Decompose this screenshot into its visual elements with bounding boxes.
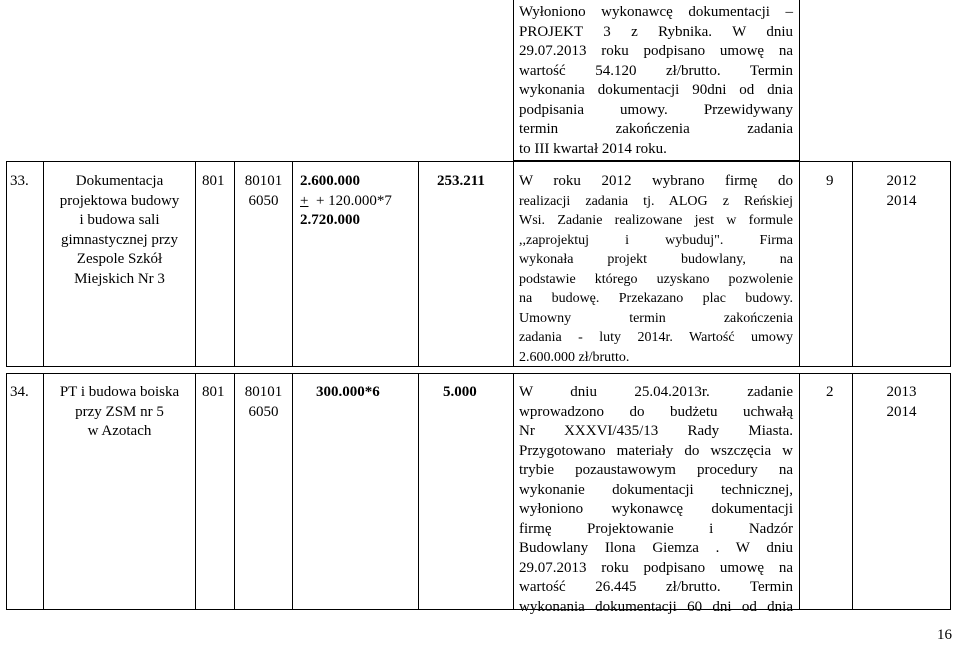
text-line: podstawie którego uzyskano pozwolenie <box>519 271 793 287</box>
text-line: W dniu 25.04.2013r. zadanie <box>519 384 793 400</box>
text-line: Budowlany Ilona Giemza . W dniu <box>519 540 793 556</box>
text-line: ,,zaprojektuj i wybuduj". Firma <box>519 232 793 248</box>
text-line: wykonania dokumentacji 60 dni od dnia <box>519 598 793 615</box>
text-line: realizacji zadania tj. ALOG z Reńskiej <box>519 193 793 209</box>
text-line: w Azotach <box>87 423 152 439</box>
text-line: W roku 2012 wybrano firmę do <box>519 173 793 189</box>
text-line: Nr XXXVI/435/13 Rady Miasta. <box>519 423 793 439</box>
value-line: 2.720.000 <box>300 212 360 228</box>
text-line: Umowny termin zakończenia <box>519 310 793 326</box>
text-line: PT i budowa boiska <box>59 384 180 400</box>
row-33-lp: 33. <box>10 173 29 189</box>
row-34-value: 300.000*6 <box>316 384 380 400</box>
text-line: przy ZSM nr 5 <box>75 403 164 420</box>
text-line: gimnastycznej przy <box>60 231 179 248</box>
text-line: Wyłoniono wykonawcę dokumentacji – <box>519 4 793 20</box>
rule-v-left <box>6 161 7 366</box>
rozdzial-value: 80101 <box>244 173 283 189</box>
text-line: projektowa budowy <box>59 192 180 209</box>
rule-row33-bottom <box>6 366 951 367</box>
text-line: wyłoniono wykonawcę dokumentacji <box>519 501 793 517</box>
value-line: 2.600.000 <box>300 173 360 189</box>
rule-v-name-2 <box>195 373 196 609</box>
rule-v-opis <box>799 161 800 366</box>
rule-v-poniesione-2 <box>513 373 514 609</box>
top-row-description <box>519 3 793 159</box>
text-line: firmę Projektowanie i Nadzór <box>519 520 793 537</box>
rule-v-wartosc <box>418 161 419 366</box>
text-line: 29.07.2013 roku podpisano umowę na <box>519 559 793 576</box>
text-line: Przygotowano materiały do wszczęcia w <box>519 442 793 459</box>
text-line: wykonała projekt budowlany, na <box>519 252 793 267</box>
page-number: 16 <box>937 626 952 643</box>
row-33-years <box>853 172 950 211</box>
text-line: Wsi. Zadanie realizowane jest w formule <box>519 213 793 228</box>
row-34-dzial: 801 <box>202 384 225 400</box>
row-34-priority: 2 <box>826 384 834 400</box>
row-33-rozdzial-paragraf <box>235 172 292 211</box>
rule-top-v2 <box>799 0 800 161</box>
year-end: 2014 <box>886 192 917 209</box>
rule-v-name <box>195 161 196 366</box>
year-start: 2012 <box>886 173 917 189</box>
text-line: zadania - luty 2014r. Wartość umowy <box>519 330 793 345</box>
rule-row34-bottom <box>6 609 951 610</box>
row-34-task-name <box>44 383 195 442</box>
text-line: Dokumentacja <box>75 173 164 189</box>
text-line: wykonania dokumentacji 90dni od dnia <box>519 82 793 98</box>
text-line: 29.07.2013 roku podpisano umowę na <box>519 43 793 59</box>
row-34-spent: 5.000 <box>443 384 477 400</box>
paragraf-value: 6050 <box>248 192 279 209</box>
text-line: podpisania umowy. Przewidywany <box>519 101 793 118</box>
text-line: wartość 26.445 zł/brutto. Termin <box>519 579 793 595</box>
rule-row34-top <box>6 373 951 374</box>
row-34-years <box>853 383 950 422</box>
row-33-value <box>300 172 416 231</box>
text-line: wartość 54.120 zł/brutto. Termin <box>519 62 793 79</box>
row-33-priority: 9 <box>826 173 834 189</box>
text-line: i budowa sali <box>79 212 160 228</box>
rule-v-wartosc-2 <box>418 373 419 609</box>
text-line: na budowę. Przekazano plac budowy. <box>519 291 793 306</box>
row-33-task-name <box>44 172 195 289</box>
year-start: 2013 <box>886 384 917 400</box>
row-33-spent: 253.211 <box>437 173 485 189</box>
plus-sign: + <box>300 192 309 209</box>
text-line: 2.600.000 zł/brutto. <box>519 349 630 365</box>
text-line: Zespole Szkół <box>76 251 163 267</box>
paragraf-value: 6050 <box>248 403 279 420</box>
rule-v-right-2 <box>950 373 951 609</box>
rule-v-right <box>950 161 951 366</box>
rule-v-poniesione <box>513 161 514 366</box>
text-line: trybie pozaustawowym procedury na <box>519 462 793 478</box>
row-34-description <box>519 383 793 617</box>
row-34-lp: 34. <box>10 384 29 400</box>
text-line: termin zakończenia zadania <box>519 121 793 137</box>
text-line: PROJEKT 3 z Rybnika. W dniu <box>519 23 793 40</box>
value-line <box>300 192 416 212</box>
text-line: to III kwartał 2014 roku. <box>519 140 667 157</box>
text-line: wprowadzono do budżetu uchwałą <box>519 403 793 420</box>
rule-row33-top <box>6 161 951 162</box>
rule-v-left-2 <box>6 373 7 609</box>
rule-top-v1 <box>513 0 514 161</box>
row-34-rozdzial-paragraf <box>235 383 292 422</box>
rule-v-opis-2 <box>799 373 800 609</box>
text-line: Miejskich Nr 3 <box>74 270 165 287</box>
rule-v-rozdzial <box>292 161 293 366</box>
row-33-dzial: 801 <box>202 173 225 189</box>
rule-v-rozdzial-2 <box>292 373 293 609</box>
rozdzial-value: 80101 <box>244 384 283 400</box>
value-line-addition: + 120.000*7 <box>315 192 392 209</box>
text-line: wykonanie dokumentacji technicznej, <box>519 481 793 498</box>
row-33-description <box>519 172 793 367</box>
year-end: 2014 <box>886 403 917 420</box>
